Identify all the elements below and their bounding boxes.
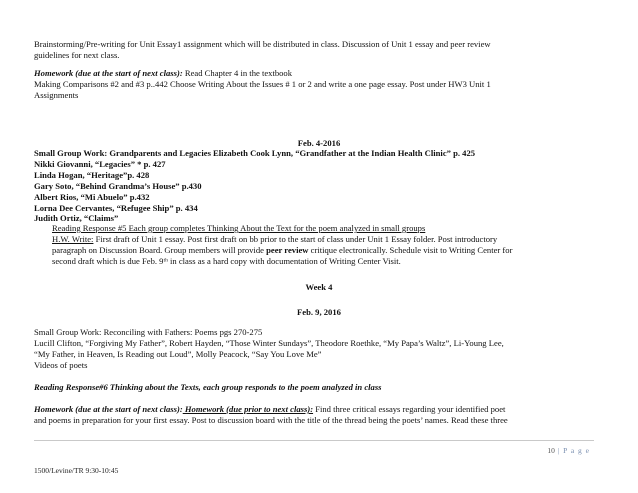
text-line (52, 245, 612, 256)
hw-write-text: First draft of Unit 1 essay. Post first draft on bb prior to the start of class under Unit 1 Essay folder. Post introductory (93, 234, 498, 244)
course-footer: 1500/Levine/TR 9:30-10:45 (34, 466, 119, 475)
text-line: Lucill Clifton, “Forgiving My Father”, Robert Hayden, “Those Winter Sundays”, Theodore Roethke, “My Papa’s Waltz”, Li-Young Lee, (34, 338, 504, 348)
week-heading: Week 4 (305, 282, 333, 292)
page-word: | P a g e (554, 446, 590, 455)
date-heading: Feb. 9, 2016 (297, 307, 341, 317)
text-line: Small Group Work: Reconciling with Fathers: Poems pgs 270-275 (34, 327, 263, 337)
text-line: Videos of poets (34, 360, 88, 370)
text-line: guidelines for next class. (34, 50, 120, 60)
reading-response-5: Reading Response #5 Each group completes Thinking About the Text for the poem analyzed in small groups (52, 223, 426, 233)
text-span: critique electronically. Schedule visit to Writing Center for (308, 245, 513, 255)
homework-label-2: Homework (due prior to next class): (182, 404, 314, 414)
text-line: and poems in preparation for your first essay. Post to discussion board with the title of the thread being the poets’ names. Read these three (34, 415, 508, 425)
reading-response-6: Reading Response#6 Thinking about the Texts, each group responds to the poem analyzed in class (34, 382, 382, 392)
page-number (547, 446, 590, 455)
homework-line (34, 404, 594, 415)
homework-line (34, 68, 594, 79)
footer-divider (34, 440, 594, 441)
bold-line: Gary Soto, “Behind Grandma’s House” p.430 (34, 181, 202, 191)
bold-line: Nikki Giovanni, “Legacies” * p. 427 (34, 159, 166, 169)
homework-label: Homework (due at the start of next class): (34, 68, 183, 78)
bold-line: Linda Hogan, “Heritage”p. 428 (34, 170, 150, 180)
bold-line: Lorna Dee Cervantes, “Refugee Ship” p. 434 (34, 203, 198, 213)
bold-line: Judith Ortiz, “Claims” (34, 213, 119, 223)
text-span: paragraph on Discussion Board. Group members will provide (52, 245, 267, 255)
homework-text: Find three critical essays regarding your identified poet (313, 404, 506, 414)
date-heading: Feb. 4-2016 (297, 138, 341, 148)
peer-review-bold: peer review (266, 245, 309, 255)
text-line: Brainstorming/Pre-writing for Unit Essay1 assignment which will be distributed in class. Discussion of Unit 1 essay and peer review (34, 39, 491, 49)
hw-write-label: H.W. Write: (52, 234, 94, 244)
text-line: Making Comparisons #2 and #3 p..442 Choose Writing About the Issues # 1 or 2 and write a one page essay. Post under HW3 Unit 1 (34, 79, 491, 89)
homework-label: Homework (due at the start of next class): (34, 404, 183, 414)
homework-text: Read Chapter 4 in the textbook (182, 68, 293, 78)
bold-line: Albert Rios, “Mi Abuelo” p.432 (34, 192, 150, 202)
text-line: “My Father, in Heaven, Is Reading out Loud”, Molly Peacock, “Say You Love Me” (34, 349, 322, 359)
hw-write-line (52, 234, 612, 245)
text-line: second draft which is due Feb. 9ᵗʰ in class as a hard copy with documentation of Writing Center Visit. (52, 256, 401, 266)
text-line: Assignments (34, 90, 79, 100)
bold-line: Small Group Work: Grandparents and Legacies Elizabeth Cook Lynn, “Grandfather at the Indian Health Clinic” p. 425 (34, 148, 476, 158)
page-number-value: 10 (547, 446, 555, 455)
